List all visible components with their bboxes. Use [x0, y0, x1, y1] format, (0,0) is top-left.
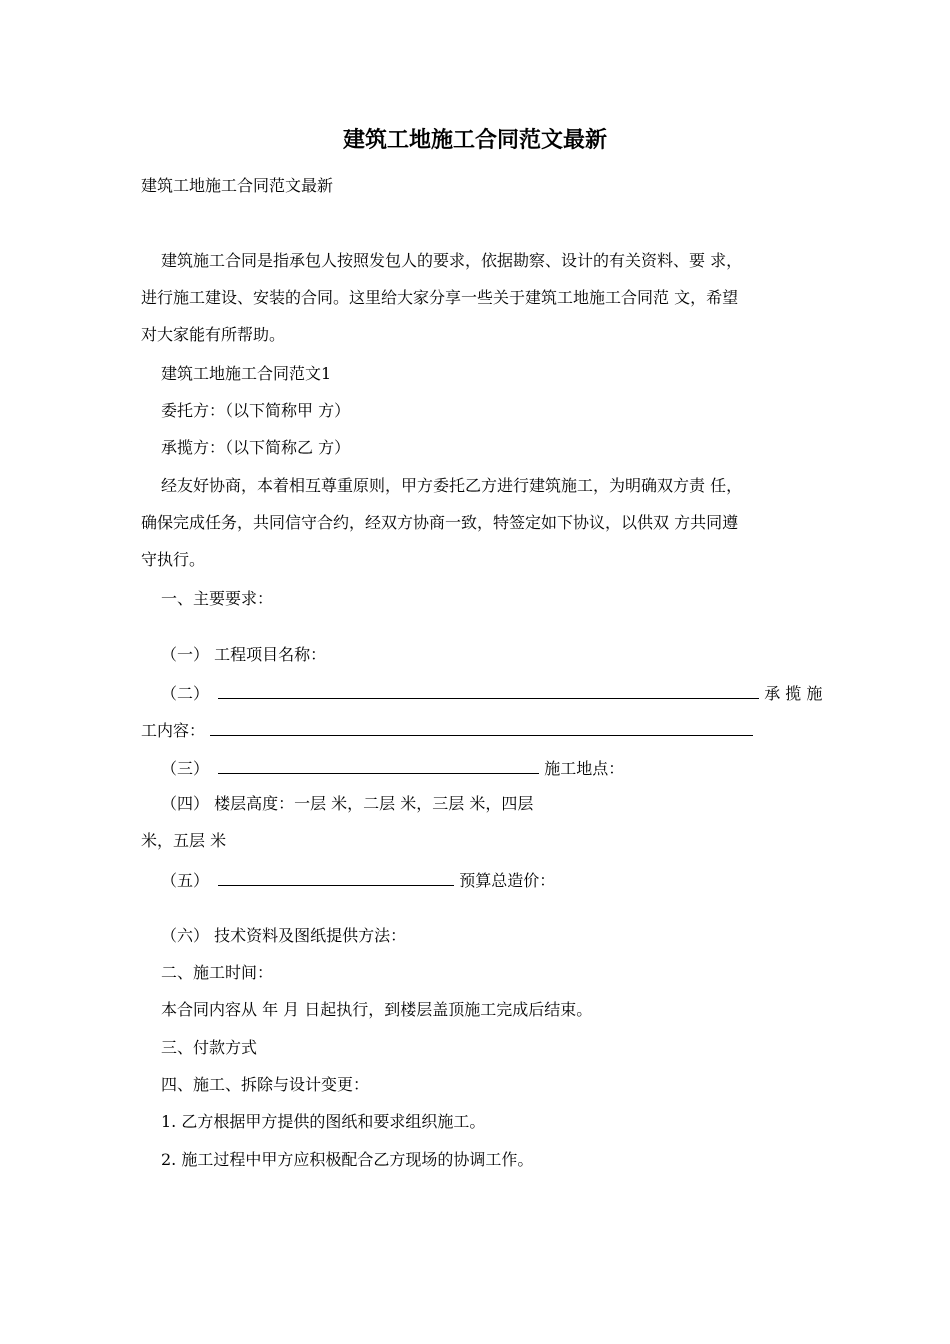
item-2-cont-blank: [210, 719, 753, 736]
clause-2-text: 本合同内容从 年 月 日起执行，到楼层盖顶施工完成后结束。: [161, 1000, 593, 1019]
item-3-suffix: 施工地点：: [544, 759, 625, 778]
clause-4-heading: 四、施工、拆除与设计变更：: [161, 1075, 370, 1094]
clause-2-heading: 二、施工时间：: [161, 963, 274, 982]
clause-3-heading: 三、付款方式: [161, 1038, 258, 1057]
section-heading: 建筑工地施工合同范文1: [161, 364, 332, 383]
item-2-line: [161, 682, 821, 704]
intro-line-2: 进行施工建设、安装的合同。这里给大家分享一些关于建筑工地施工合同范 文，希望: [141, 288, 739, 307]
document-title: 建筑工地施工合同范文最新: [342, 127, 607, 153]
preamble-line-3: 守执行。: [141, 550, 206, 569]
item-3-prefix: （三）: [161, 759, 210, 778]
item-2-cont-label: 工内容：: [141, 721, 206, 740]
item-2-continuation: [141, 719, 753, 741]
item-5-suffix: 预算总造价：: [459, 871, 556, 890]
party-a-line: 委托方：（以下简称甲 方）: [161, 401, 351, 420]
item-6-line: （六） 技术资料及图纸提供方法：: [161, 926, 407, 945]
clause-4-item-1: 1. 乙方根据甲方提供的图纸和要求组织施工。: [161, 1112, 486, 1131]
item-3-line: [161, 757, 624, 779]
intro-line-1: 建筑施工合同是指承包人按照发包人的要求，依据勘察、设计的有关资料、要 求，: [161, 251, 743, 270]
item-2-blank: [218, 682, 759, 699]
item-4-line-2: 米，五层 米: [141, 831, 227, 850]
item-2-suffix: 承 揽 施: [764, 684, 823, 703]
item-3-blank: [218, 757, 539, 774]
document-subtitle: 建筑工地施工合同范文最新: [141, 176, 334, 195]
item-4-line-1: （四） 楼层高度：一层 米，二层 米，三层 米，四层: [161, 794, 534, 813]
preamble-line-2: 确保完成任务，共同信守合约，经双方协商一致，特签定如下协议，以供双 方共同遵: [141, 513, 739, 532]
clause-1-heading: 一、主要要求：: [161, 589, 274, 608]
item-5-prefix: （五）: [161, 871, 210, 890]
item-2-prefix: （二）: [161, 684, 210, 703]
party-b-line: 承揽方：（以下简称乙 方）: [161, 438, 351, 457]
item-5-blank: [218, 869, 454, 886]
item-1-line: （一） 工程项目名称：: [161, 645, 327, 664]
item-5-line: [161, 869, 555, 891]
preamble-line-1: 经友好协商，本着相互尊重原则，甲方委托乙方进行建筑施工，为明确双方责 任，: [161, 476, 743, 495]
intro-line-3: 对大家能有所帮助。: [141, 325, 286, 344]
clause-4-item-2: 2. 施工过程中甲方应积极配合乙方现场的协调工作。: [161, 1150, 534, 1169]
